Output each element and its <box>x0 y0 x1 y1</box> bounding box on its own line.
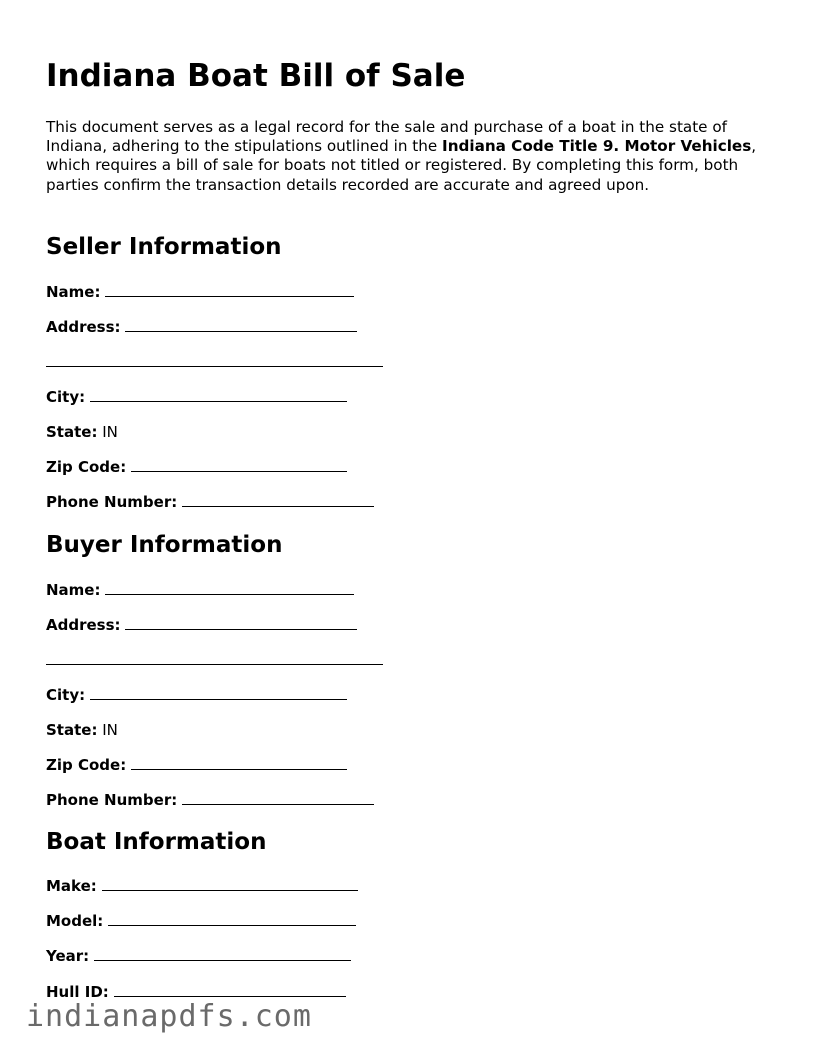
boat-model-label: Model: <box>46 912 104 930</box>
seller-heading: Seller Information <box>46 234 282 260</box>
buyer-phone-line[interactable] <box>182 790 374 805</box>
seller-state-label: State: <box>46 423 98 441</box>
boat-model-line[interactable] <box>108 911 356 926</box>
seller-address-line[interactable] <box>125 317 357 332</box>
intro-text-1: This document serves as a legal record for the sale and purchase of a boat in the state of Indiana, adhering to the stipulations outlined in the <box>46 118 727 156</box>
seller-phone-label: Phone Number: <box>46 493 178 511</box>
buyer-name-field <box>46 580 354 600</box>
seller-address-line-2-field <box>46 352 383 372</box>
page-title: Indiana Boat Bill of Sale <box>46 58 466 94</box>
buyer-address-field <box>46 615 357 635</box>
seller-zip-line[interactable] <box>131 457 347 472</box>
buyer-phone-field <box>46 790 374 810</box>
boat-hull-label: Hull ID: <box>46 983 109 1001</box>
seller-address-field <box>46 317 357 337</box>
buyer-name-label: Name: <box>46 581 101 599</box>
seller-zip-field <box>46 457 347 477</box>
seller-state-value: IN <box>102 423 118 441</box>
seller-phone-field <box>46 492 374 512</box>
seller-phone-line[interactable] <box>182 492 374 507</box>
buyer-city-line[interactable] <box>90 685 347 700</box>
boat-year-field <box>46 946 351 966</box>
boat-make-line[interactable] <box>102 876 358 891</box>
seller-name-field <box>46 282 354 302</box>
boat-make-label: Make: <box>46 877 97 895</box>
buyer-state-field <box>46 720 118 740</box>
buyer-address-line[interactable] <box>125 615 357 630</box>
buyer-zip-line[interactable] <box>131 755 347 770</box>
seller-name-label: Name: <box>46 283 101 301</box>
seller-name-line[interactable] <box>105 282 354 297</box>
seller-city-label: City: <box>46 388 86 406</box>
boat-model-field <box>46 911 356 931</box>
buyer-address-line-2-field <box>46 650 383 670</box>
boat-make-field <box>46 876 358 896</box>
intro-text-2: , which requires a bill of sale for boats not titled or registered. By completing this form, both parties confirm the transaction details recorded are accurate and agreed upon. <box>46 137 757 194</box>
seller-address-label: Address: <box>46 318 121 336</box>
boat-hull-line[interactable] <box>114 982 346 997</box>
seller-city-field <box>46 387 347 407</box>
buyer-state-value: IN <box>102 721 118 739</box>
code-reference: Indiana Code Title 9. Motor Vehicles <box>442 137 752 156</box>
seller-city-line[interactable] <box>90 387 347 402</box>
boat-year-label: Year: <box>46 947 90 965</box>
buyer-zip-label: Zip Code: <box>46 756 127 774</box>
buyer-address-label: Address: <box>46 616 121 634</box>
seller-zip-label: Zip Code: <box>46 458 127 476</box>
boat-heading: Boat Information <box>46 829 267 855</box>
buyer-city-label: City: <box>46 686 86 704</box>
buyer-state-label: State: <box>46 721 98 739</box>
seller-state-field <box>46 422 118 442</box>
boat-year-line[interactable] <box>94 946 351 961</box>
buyer-heading: Buyer Information <box>46 532 283 558</box>
buyer-name-line[interactable] <box>105 580 354 595</box>
watermark: indianapdfs.com <box>26 999 312 1034</box>
seller-address-line-2[interactable] <box>46 352 383 367</box>
intro-paragraph <box>46 118 776 195</box>
buyer-phone-label: Phone Number: <box>46 791 178 809</box>
buyer-city-field <box>46 685 347 705</box>
buyer-address-line-2[interactable] <box>46 650 383 665</box>
buyer-zip-field <box>46 755 347 775</box>
